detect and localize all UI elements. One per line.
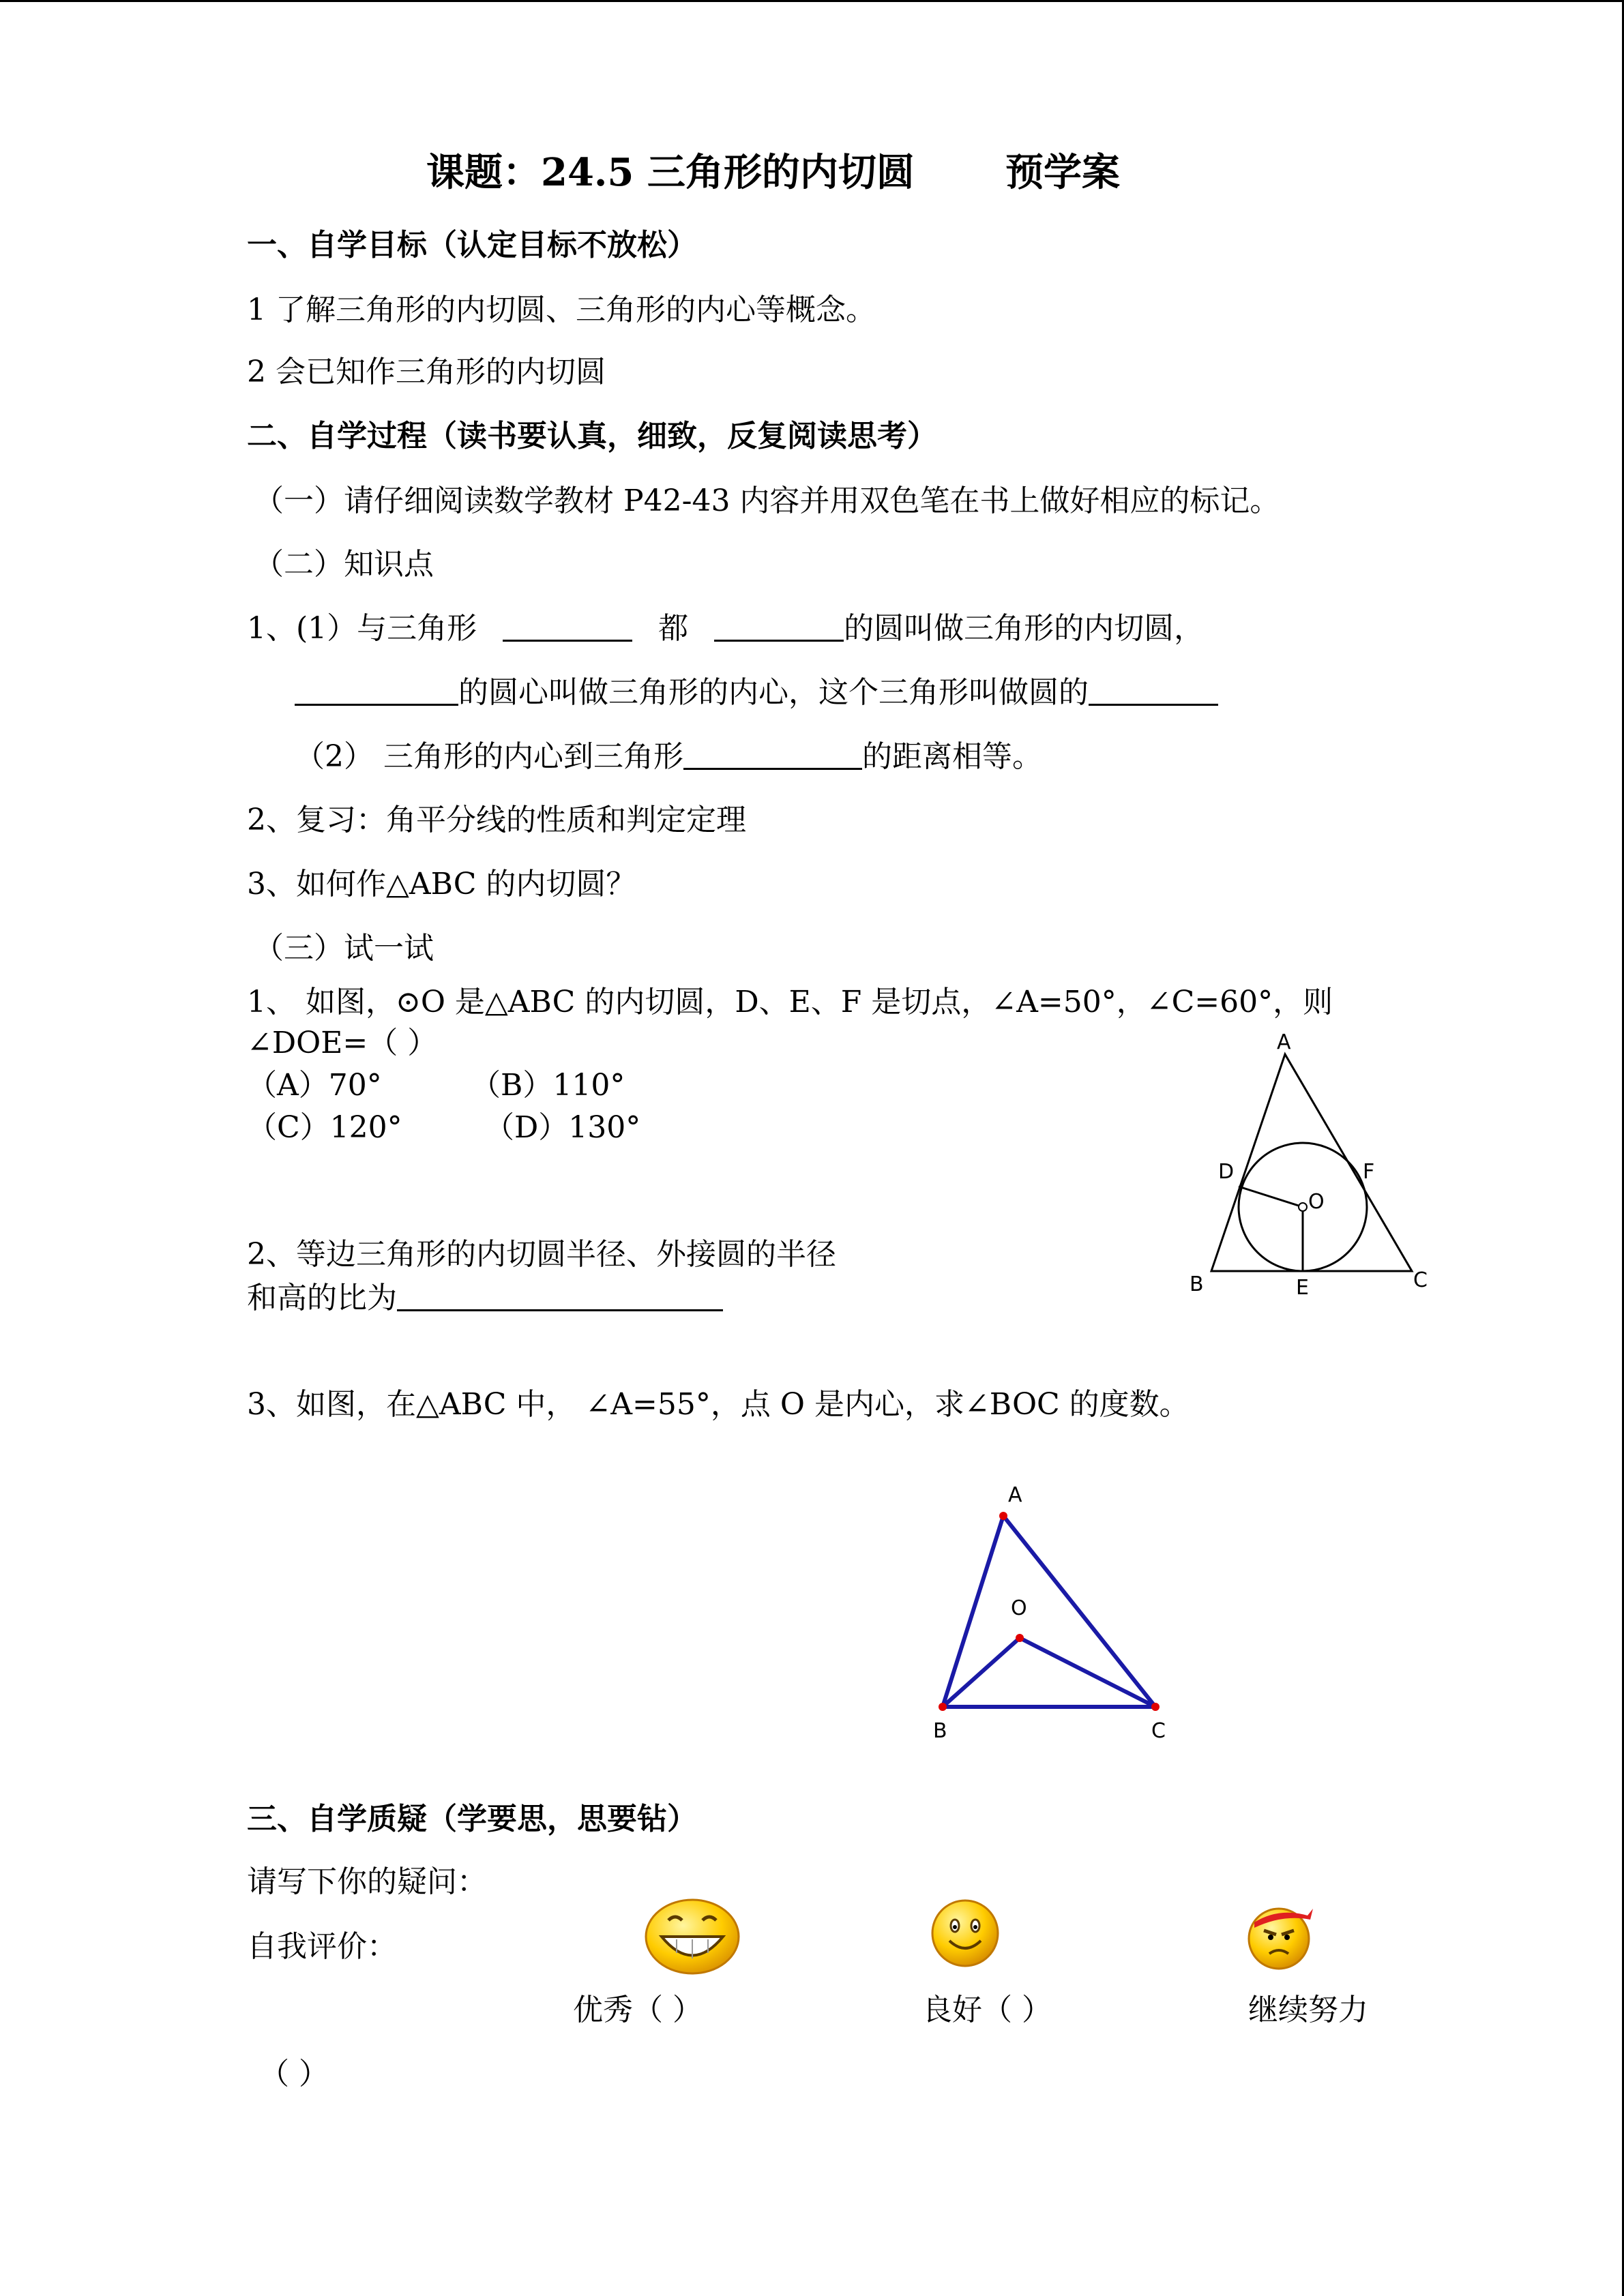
- section1-heading: 一、自学目标（认定目标不放松）: [247, 228, 697, 263]
- point-c: [1151, 1703, 1160, 1711]
- point-b: [939, 1703, 947, 1711]
- try-heading: （三）试一试: [254, 931, 434, 966]
- smiling-face-icon: [928, 1896, 1003, 1971]
- label-o-2: O: [1011, 1596, 1027, 1620]
- label-b-2: B: [933, 1719, 947, 1743]
- section2-heading: 二、自学过程（读书要认真，细致，反复阅读思考）: [247, 419, 937, 453]
- option-b: （B）110°: [471, 1068, 625, 1103]
- page-border-top: [0, 0, 1624, 2]
- self-evaluation-label: 自我评价：: [247, 1929, 397, 1964]
- label-f: F: [1363, 1160, 1375, 1184]
- fill-blank-3[interactable]: [295, 672, 458, 706]
- question-prompt: 请写下你的疑问：: [247, 1864, 487, 1899]
- triangle-abc: [1211, 1054, 1412, 1271]
- process-step-1: （一）请仔细阅读数学教材 P42-43 内容并用双色笔在书上做好相应的标记。: [254, 483, 1280, 518]
- frowning-face-icon: [1245, 1899, 1320, 1974]
- rating-good[interactable]: 良好（ ）: [922, 1993, 1052, 2027]
- knowledge-1b: 的圆心叫做三角形的内心，这个三角形叫做圆的: [295, 672, 1218, 713]
- goal-item-1: 1 了解三角形的内切圆、三角形的内心等概念。: [247, 293, 876, 327]
- page-title: 课题：24.5 三角形的内切圆: [426, 150, 915, 195]
- label-a-2: A: [1008, 1483, 1022, 1507]
- rating-excellent[interactable]: 优秀（ ）: [573, 1993, 703, 2027]
- incenter-figure: [914, 1480, 1187, 1753]
- label-a: A: [1277, 1030, 1291, 1054]
- section3-heading: 三、自学质疑（学要思，思要钻）: [247, 1802, 697, 1836]
- question-2-line-2: 和高的比为: [247, 1278, 723, 1319]
- label-o: O: [1308, 1190, 1325, 1214]
- page-title-tag: 预学案: [1005, 150, 1120, 195]
- laughing-face-icon: [641, 1896, 743, 1978]
- process-step-2: （二）知识点: [254, 547, 434, 582]
- label-d: D: [1218, 1160, 1235, 1184]
- label-c: C: [1413, 1268, 1428, 1292]
- rating-keep-trying[interactable]: 继续努力: [1248, 1993, 1368, 2027]
- question-1-line-1: 1、 如图，⊙O 是△ABC 的内切圆，D、E、F 是切点，∠A=50°，∠C=60°，则: [247, 985, 1333, 1019]
- point-o: [1016, 1634, 1024, 1642]
- center-o-point: [1299, 1203, 1307, 1211]
- option-a: （A）70°: [247, 1068, 382, 1103]
- radius-od: [1239, 1187, 1303, 1207]
- fill-blank-2[interactable]: [714, 608, 844, 642]
- goal-item-2: 2 会已知作三角形的内切圆: [247, 355, 606, 389]
- knowledge-3: 3、如何作△ABC 的内切圆？: [247, 867, 636, 901]
- question-3: 3、如图，在△ABC 中， ∠A=55°，点 O 是内心，求∠BOC 的度数。: [247, 1387, 1190, 1422]
- fill-blank-4[interactable]: [1089, 672, 1218, 706]
- fill-blank-5[interactable]: [683, 736, 862, 770]
- incircle-figure: [1180, 1023, 1453, 1309]
- label-e: E: [1296, 1276, 1309, 1300]
- option-c: （C）120°: [247, 1110, 402, 1145]
- segments-bo-oc: [943, 1638, 1155, 1707]
- fill-blank-1[interactable]: [503, 608, 632, 642]
- knowledge-2: 2、复习：角平分线的性质和判定定理: [247, 803, 746, 837]
- knowledge-1c: （2） 三角形的内心到三角形 的距离相等。: [295, 736, 1042, 777]
- knowledge-1a: 1、(1）与三角形 都 的圆叫做三角形的内切圆，: [247, 608, 1204, 649]
- option-d: （D）130°: [484, 1110, 641, 1145]
- label-b: B: [1190, 1272, 1204, 1296]
- question-1-line-2: ∠DOE=（ ）: [247, 1026, 438, 1060]
- rating-keep-trying-paren[interactable]: （ ）: [259, 2057, 329, 2091]
- point-a: [999, 1512, 1007, 1520]
- fill-blank-6[interactable]: [397, 1278, 723, 1311]
- label-c-2: C: [1151, 1719, 1166, 1743]
- question-2-line-1: 2、等边三角形的内切圆半径、外接圆的半径: [247, 1237, 836, 1272]
